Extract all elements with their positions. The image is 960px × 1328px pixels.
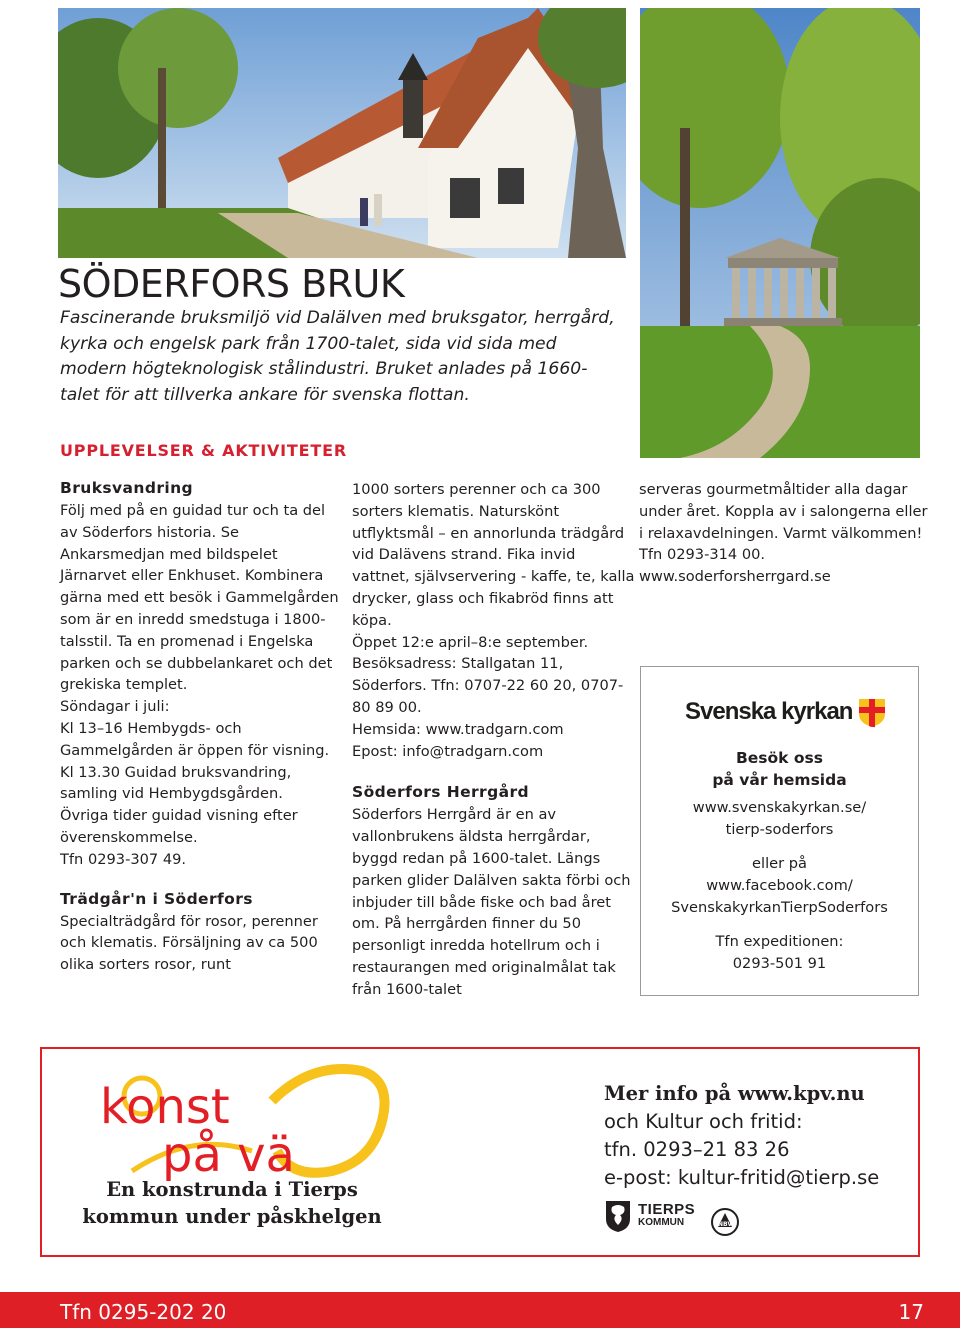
nbv-logo-text: NBV bbox=[718, 1221, 732, 1228]
herrgard-text: Söderfors Herrgård är en av vallonbrukens äldsta herrgårdar, byggd redan på 1600-talet. Längs parken glider Dalälven sakta förbi och inbjuder till både fiske och bad året om. På herrgården finner du 50 personligt inredda hotellrum och i restaurangen med originalmålat tak från 1600-talet bbox=[352, 806, 631, 998]
tradgarn-website: Hemsida: www.tradgarn.com bbox=[352, 720, 564, 738]
ad-kpv-link[interactable]: Mer info på www.kpv.nu bbox=[604, 1082, 865, 1105]
church-url-line[interactable]: www.svenskakyrkan.se/ bbox=[692, 799, 867, 816]
konst-pa-va-ad bbox=[40, 1047, 920, 1257]
footer-phone: Tfn 0295-202 20 bbox=[60, 1300, 227, 1324]
church-phone bbox=[641, 931, 918, 975]
church-facebook[interactable] bbox=[641, 853, 918, 919]
intro-text: Fascinerande bruksmiljö vid Dalälven med bruksgator, herrgård, kyrka och engelsk park från 1700-talet, sida vid sida med modern högteknologisk stålindustri. Bruket anlades på 1660-talet för att tillverka ankare för svenska flottan. bbox=[60, 308, 615, 405]
tradgarn-email: Epost: info@tradgarn.com bbox=[352, 742, 544, 760]
footer-bar bbox=[0, 1292, 960, 1328]
nbv-logo bbox=[710, 1207, 740, 1237]
column-3 bbox=[639, 479, 929, 588]
page-title: SÖDERFORS BRUK bbox=[58, 262, 405, 306]
church-facebook-line[interactable]: www.facebook.com/ bbox=[706, 877, 853, 894]
herrgard-text-cont: serveras gourmetmåltider alla dagar under året. Koppla av i salongerna eller i relaxavdelningen. Varmt välkommen! bbox=[639, 481, 928, 542]
church-url[interactable] bbox=[641, 797, 918, 841]
svenska-kyrkan-logo-text: Svenska kyrkan bbox=[685, 698, 853, 725]
column-1 bbox=[60, 476, 342, 976]
church-visit-text bbox=[641, 747, 918, 791]
section-heading: UPPLEVELSER & AKTIVITETER bbox=[60, 441, 347, 460]
photo-grekiska-templet bbox=[640, 8, 920, 458]
photo-bruksgata bbox=[58, 8, 626, 258]
tradgarn-text: Specialträdgård för rosor, perenner och klematis. Försäljning av ca 500 olika sorters rosor, runt bbox=[60, 912, 318, 974]
svenska-kyrkan-logo bbox=[685, 697, 888, 727]
church-phone-label: Tfn expeditionen: bbox=[715, 933, 844, 950]
herrgard-heading: Söderfors Herrgård bbox=[352, 783, 529, 802]
tierps-logo-text: TIERPS bbox=[638, 1201, 696, 1218]
ad-phone: tfn. 0293–21 83 26 bbox=[604, 1138, 790, 1161]
tradgarn-line: Besöksadress: Stallgatan 11, Söderfors. Tfn: 0707-22 60 20, 0707-80 89 00. bbox=[352, 655, 624, 716]
bruksvandring-phone: Tfn 0293-307 49. bbox=[60, 850, 187, 868]
ad-email[interactable]: e-post: kultur-fritid@tierp.se bbox=[604, 1166, 880, 1189]
tierps-crest-icon bbox=[604, 1199, 632, 1233]
bruksvandring-text: Följ med på en guidad tur och ta del av Söderfors historia. Se Ankarsmedjan med bildspelet Järnarvet eller Enkhuset. Kombinera gärna med ett besök i Gammelgården som är en inredd smedstuga i 1800-talsstil. Ta en promenad i Engelska parken och se dubbelankaret och det grekiska templet. bbox=[60, 502, 339, 694]
bruksvandring-line: Övriga tider guidad visning efter överenskommelse. bbox=[60, 807, 298, 846]
bruksvandring-line: Söndagar i juli: bbox=[60, 698, 170, 716]
page-number: 17 bbox=[898, 1300, 924, 1324]
tierps-kommun-logo bbox=[604, 1199, 695, 1233]
church-url-line[interactable]: tierp-soderfors bbox=[725, 821, 834, 838]
kommun-logo-text: KOMMUN bbox=[638, 1217, 685, 1228]
tradgarn-line: Öppet 12:e april–8:e september. bbox=[352, 633, 589, 651]
church-phone-number: 0293-501 91 bbox=[732, 955, 827, 972]
bruksvandring-line: Kl 13–16 Hembygds- och Gammelgården är öppen för visning. bbox=[60, 719, 330, 759]
tradgarn-heading: Trädgår'n i Söderfors bbox=[60, 889, 253, 908]
bruksvandring-line: Kl 13.30 Guidad bruksvandring, samling vid Hembygdsgården. bbox=[60, 763, 292, 803]
bruksvandring-heading: Bruksvandring bbox=[60, 479, 194, 497]
ad-right-line2: och Kultur och fritid: bbox=[604, 1110, 803, 1133]
church-facebook-line[interactable]: SvenskakyrkanTierpSoderfors bbox=[671, 899, 888, 916]
ad-left-line2: kommun under påskhelgen bbox=[82, 1205, 382, 1228]
konst-text: konst bbox=[100, 1079, 230, 1135]
church-box bbox=[640, 666, 919, 996]
ad-left-line1: En konstrunda i Tierps bbox=[106, 1178, 358, 1201]
church-crest-icon bbox=[856, 696, 888, 728]
tradgarn-text-cont: 1000 sorters perenner och ca 300 sorters klematis. Naturskönt utflyktsmål – en annorlunda trädgård vid Dalävens strand. Fika invid vattnet, självservering - kaffe, te, kalla drycker, glass och fikabröd finns att köpa. bbox=[352, 481, 635, 629]
column-2 bbox=[352, 479, 637, 1001]
herrgard-website: www.soderforsherrgard.se bbox=[639, 568, 831, 586]
church-visit-line: på vår hemsida bbox=[712, 771, 847, 789]
herrgard-phone: Tfn 0293-314 00. bbox=[639, 546, 766, 564]
pa-va-text: på vä bbox=[162, 1127, 295, 1183]
church-visit-line: Besök oss bbox=[735, 749, 823, 767]
church-facebook-line: eller på bbox=[752, 855, 807, 872]
